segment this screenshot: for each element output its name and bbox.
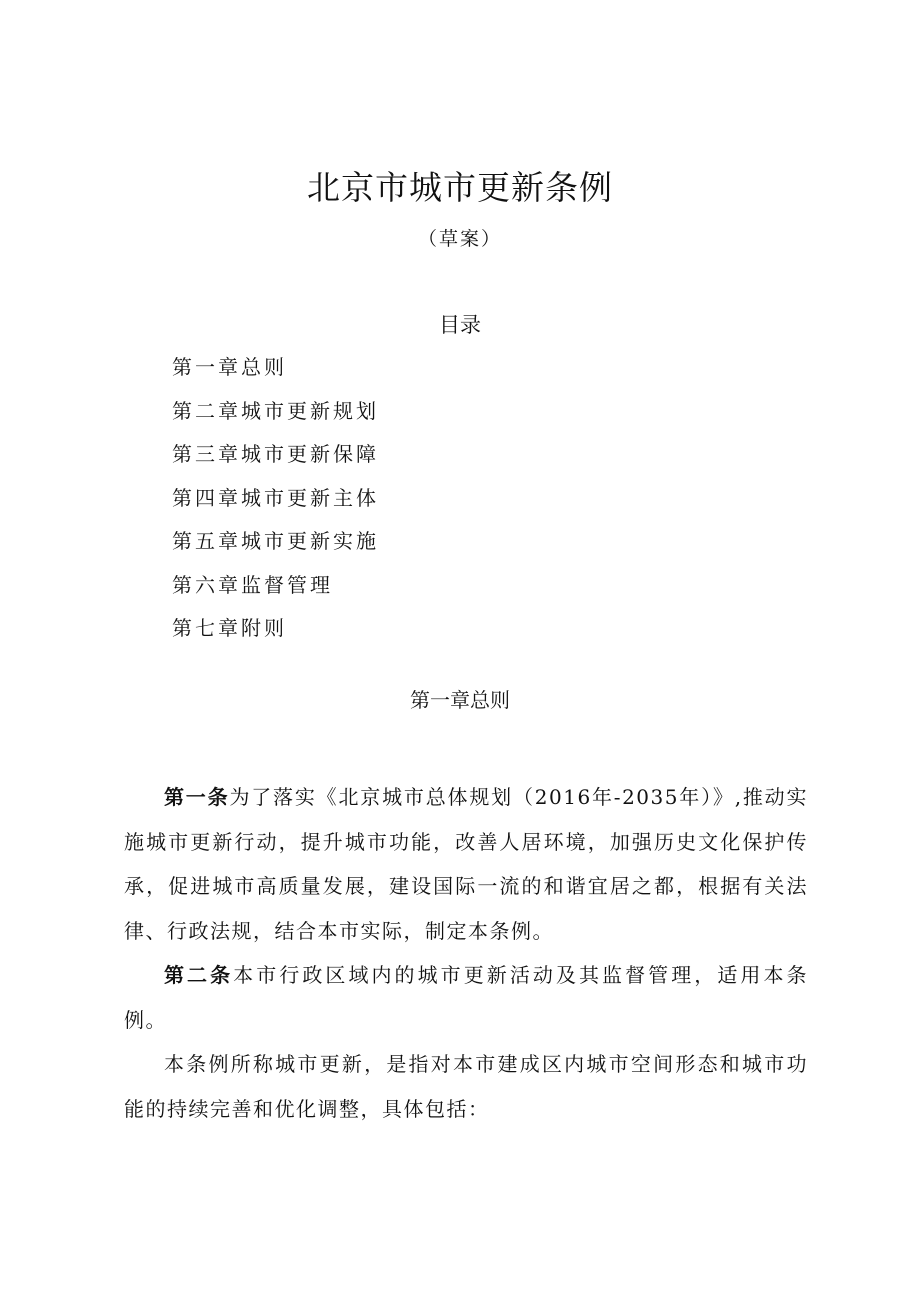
article-text: 本市行政区域内的城市更新活动及其监督管理，适用本条例。 bbox=[124, 963, 809, 1032]
chapter-heading: 第一章总则 bbox=[410, 688, 510, 712]
article-paragraph bbox=[124, 1042, 808, 1131]
chapter-body bbox=[124, 775, 808, 1131]
article-paragraph bbox=[124, 953, 808, 1042]
article-label: 第二条 bbox=[164, 963, 234, 987]
article-text: 为了落实《北京城市总体规划（2016年-2035年）》,推动实施城市更新行动，提升城市功能，改善人居环境，加强历史文化保护传承，促进城市高质量发展，建设国际一流的和谐宜居之都，根据有关法律、行政法规，结合本市实际，制定本条例。 bbox=[124, 785, 808, 943]
toc-item-chapter-1: 第一章总则 bbox=[172, 355, 287, 379]
toc-item-chapter-5: 第五章城市更新实施 bbox=[172, 529, 379, 553]
toc-item-chapter-6: 第六章监督管理 bbox=[172, 572, 333, 597]
document-subtitle: （草案） bbox=[417, 228, 502, 250]
toc-item-chapter-2: 第二章城市更新规划 bbox=[172, 398, 379, 423]
article-label: 第一条 bbox=[164, 785, 230, 809]
document-title: 北京市城市更新条例 bbox=[307, 168, 613, 207]
article-paragraph bbox=[124, 775, 808, 953]
toc-item-chapter-7: 第七章附则 bbox=[172, 616, 287, 640]
table-of-contents bbox=[172, 351, 379, 656]
toc-item-chapter-4: 第四章城市更新主体 bbox=[172, 485, 379, 510]
toc-item-chapter-3: 第三章城市更新保障 bbox=[172, 442, 379, 466]
toc-heading: 目录 bbox=[439, 313, 481, 337]
article-text: 本条例所称城市更新，是指对本市建成区内城市空间形态和城市功能的持续完善和优化调整，具体包括： bbox=[124, 1052, 808, 1121]
